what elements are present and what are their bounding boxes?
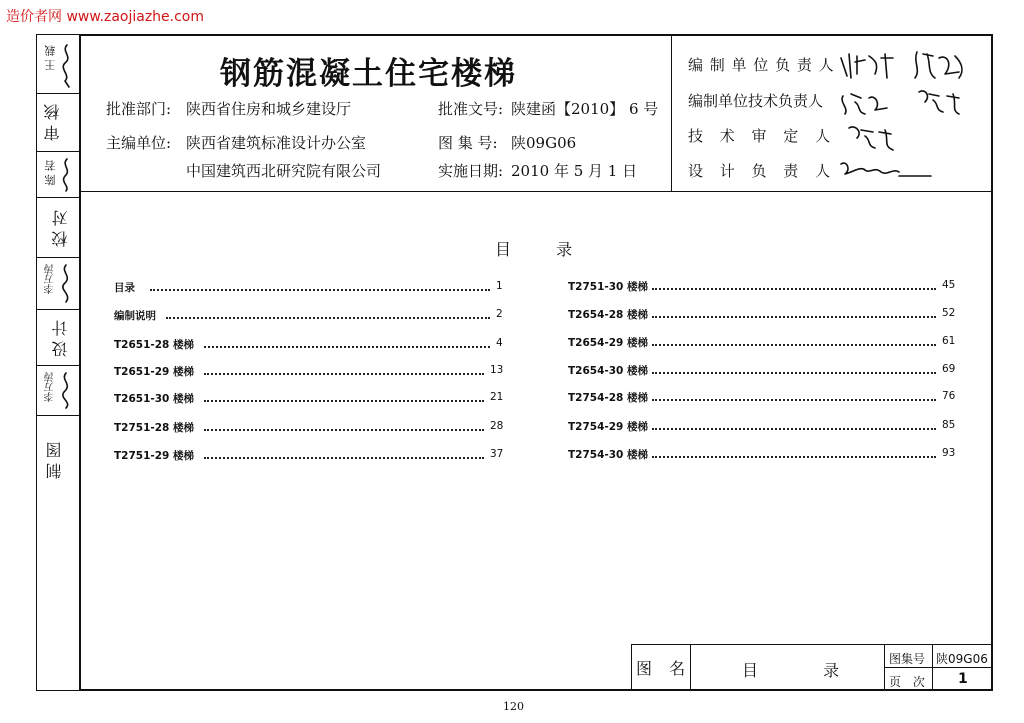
toc-row[interactable] [568,419,960,433]
editor-label: 主编单位: [106,134,172,152]
toc-row-page: 69 [942,363,956,375]
toc-row[interactable] [568,390,960,404]
toc-heading-text: 目 录 [495,240,593,259]
drawing-name-label: 图 名 [636,659,692,678]
atlas-no: 陕09G06 [511,134,577,152]
toc-row-label: T2654-29 楼梯 [568,337,649,349]
toc-row[interactable] [114,448,506,462]
proofread-label: 校 对 [51,210,70,248]
strip-cell-checker [36,152,79,198]
toc-row[interactable] [568,363,960,377]
approval-dept-label: 批准部门: [106,100,172,118]
toc-row-label: T2651-30 楼梯 [114,393,195,405]
page-cell-label: 页 次 [889,675,929,689]
toc-row-page: 85 [942,419,956,431]
approver-signature [57,41,77,91]
approval-doc: 陕建函【2010】 6 号 [511,100,659,118]
atlas-no-cell: 陕09G06 [936,652,988,666]
toc-row-page: 37 [490,448,504,460]
toc-row-page: 76 [942,390,956,402]
strip-cell-drawing [36,416,79,691]
approver-name: 王 载 [44,45,57,71]
toc-row-leader [204,373,484,375]
toc-row-leader [150,289,490,291]
atlas-no-label: 图 集 号: [438,134,498,152]
toc-row-label: T2654-30 楼梯 [568,365,649,377]
page-title: 钢筋混凝土住宅楼梯 [220,56,517,92]
toc-row-leader [652,316,936,318]
toc-row-page: 2 [496,308,503,320]
toc-row-page: 1 [496,280,503,292]
toc-row-page: 61 [942,335,956,347]
strip-cell-design [36,310,79,366]
signature-unit-head [841,52,962,78]
toc-row-leader [652,428,936,430]
toc-row-page: 93 [942,447,956,459]
toc-row-label: T2751-30 楼梯 [568,281,649,293]
approval-doc-label: 批准文号: [438,100,504,118]
toc-row[interactable] [568,335,960,349]
signature-tech-review [849,127,893,150]
proofreader-name: 李万涛 [45,264,56,294]
designer-name: 李万涛 [45,372,56,402]
toc-row-leader [204,400,484,402]
toc-row-label: T2651-28 楼梯 [114,339,195,351]
signature-strip [36,34,79,691]
signature-design-head [841,163,931,176]
site-watermark: 造价者网 www.zaojiazhe.com [6,9,205,25]
editor-unit-1: 陕西省建筑标准设计办公室 [186,134,367,152]
impl-date-label: 实施日期: [438,162,504,180]
toc-row-leader [204,457,484,459]
toc-row-leader [652,456,936,458]
title-block-row-rule [884,667,993,668]
toc-row[interactable] [114,337,506,351]
approval-dept: 陕西省住房和城乡建设厅 [186,100,352,118]
toc-row-label: 目录 [114,282,135,294]
approve-label: 审 核 [43,104,62,142]
drawing-label: 制 图 [45,442,64,480]
toc-row[interactable] [114,280,506,294]
editor-unit-2: 中国建筑西北研究院有限公司 [186,162,382,180]
toc-row-page: 28 [490,420,504,432]
toc-row-label: T2651-29 楼梯 [114,366,195,378]
toc-row-leader [652,344,936,346]
strip-cell-proofreader [36,258,79,310]
strip-cell-designer [36,366,79,416]
toc-row-leader [652,372,936,374]
toc-row-leader [204,346,490,348]
design-head-label: 设 计 负 责 人 [688,162,837,180]
toc-row[interactable] [114,308,506,322]
toc-row-label: T2751-28 楼梯 [114,422,195,434]
toc-row-label: 编制说明 [114,310,156,322]
proofreader-signature [57,262,77,306]
design-label: 设 计 [51,320,70,358]
impl-date: 2010 年 5 月 1 日 [511,162,638,180]
toc-row[interactable] [114,420,506,434]
toc-row-page: 52 [942,307,956,319]
strip-cell-approve [36,94,79,152]
toc-row-leader [652,399,936,401]
toc-row-page: 4 [496,337,503,349]
toc-row[interactable] [568,307,960,321]
signatures-group [835,44,985,194]
toc-row-label: T2754-28 楼梯 [568,392,649,404]
toc-row-leader [166,317,490,319]
toc-row-label: T2754-29 楼梯 [568,421,649,433]
toc-row-page: 13 [490,364,504,376]
unit-head-label: 编 制 单 位 负 责 人 [688,56,835,74]
unit-tech-head-label: 编制单位技术负责人 [688,92,824,110]
toc-row-label: T2654-28 楼梯 [568,309,649,321]
toc-row[interactable] [114,391,506,405]
header-divider [671,34,672,192]
atlas-no-cell-label: 图集号 [889,652,926,666]
toc-row[interactable] [568,279,960,293]
page-cell: 1 [958,671,968,687]
tech-review-label: 技 术 审 定 人 [688,127,837,145]
drawing-name: 目 录 [742,661,870,680]
toc-row-leader [204,429,484,431]
checker-signature [57,156,77,194]
toc-row-label: T2751-29 楼梯 [114,450,195,462]
toc-row-page: 21 [490,391,504,403]
designer-signature [57,370,77,412]
toc-row-label: T2754-30 楼梯 [568,449,649,461]
strip-cell-approver [36,34,79,94]
page-number: 120 [503,700,524,713]
strip-cell-proofread [36,198,79,258]
toc-row-leader [652,288,936,290]
signature-unit-tech-head [842,91,959,114]
toc-row[interactable] [114,364,506,378]
toc-row-page: 45 [942,279,956,291]
toc-row[interactable] [568,447,960,461]
toc-heading [495,237,592,260]
checker-name: 陈 若 [44,160,57,186]
